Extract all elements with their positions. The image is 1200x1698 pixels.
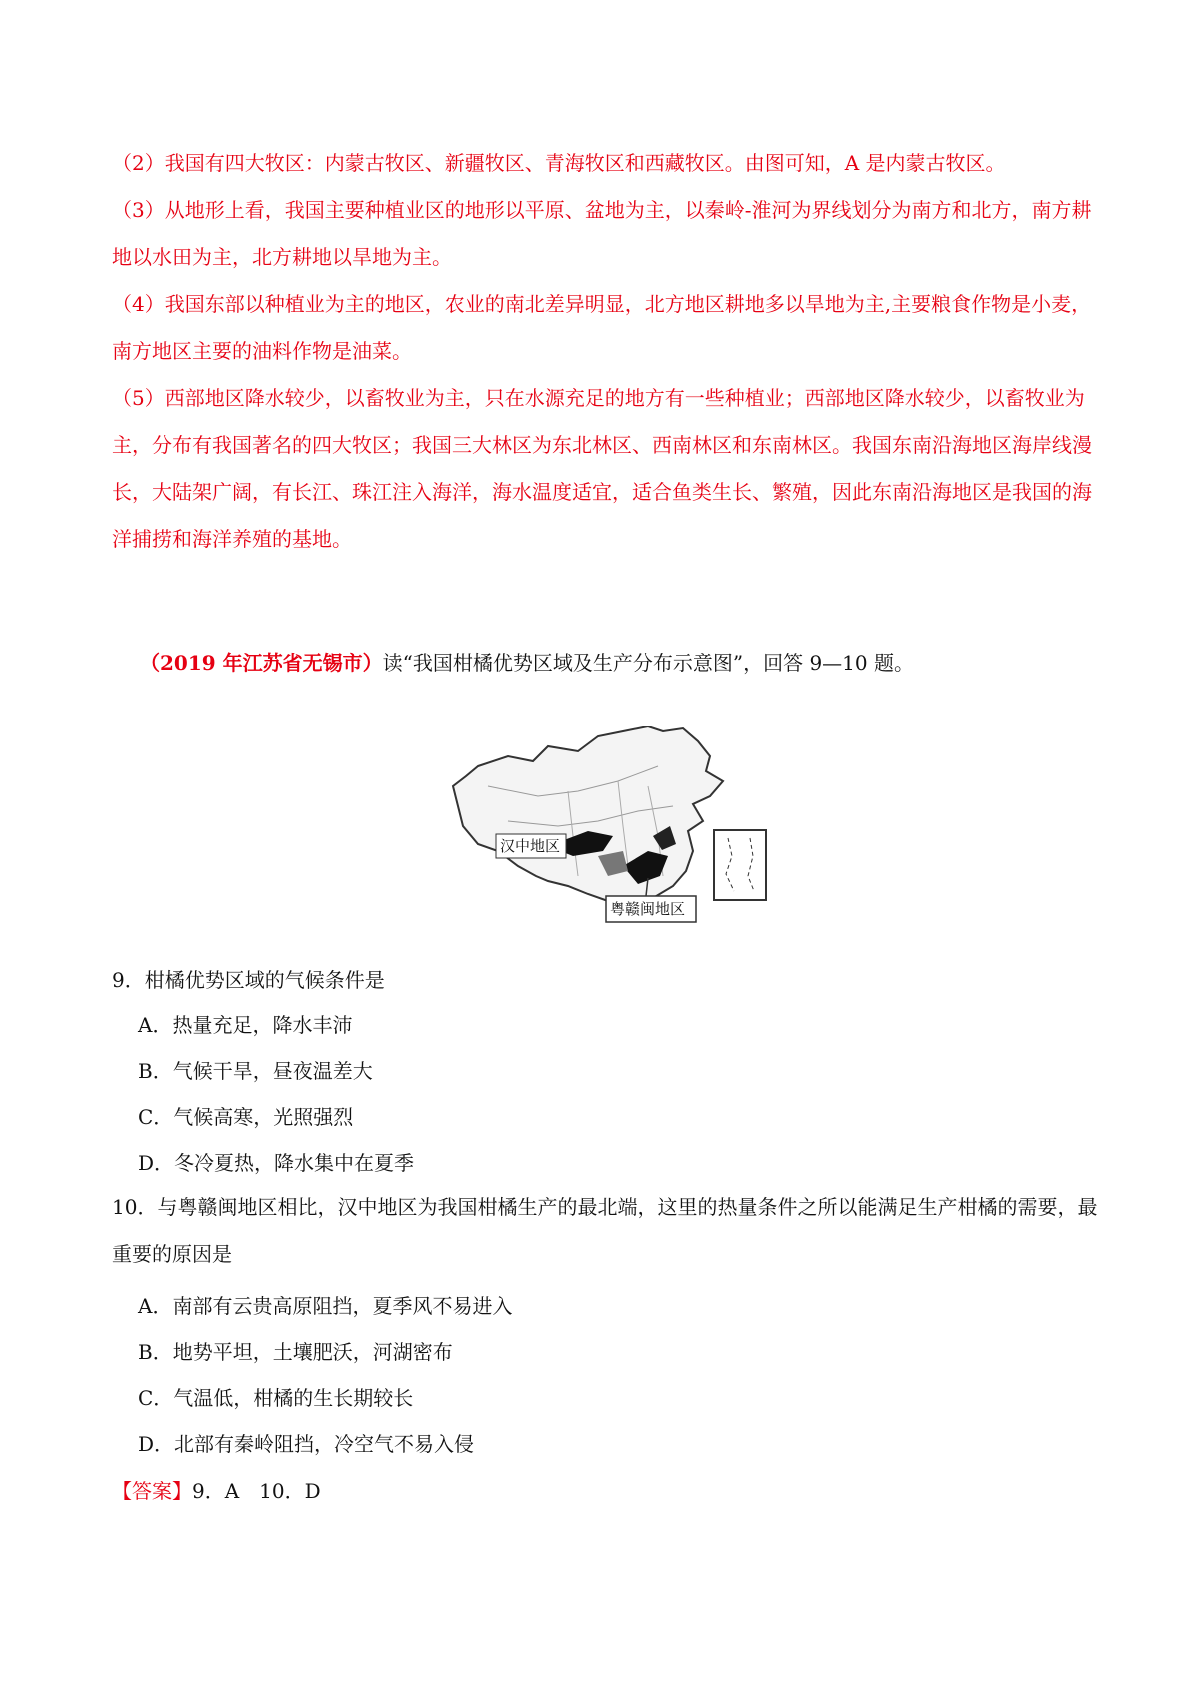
explanation-4: （4）我国东部以种植业为主的地区，农业的南北差异明显，北方地区耕地多以旱地为主,主要粮食作物是小麦，南方地区主要的油料作物是油菜。	[112, 292, 1092, 363]
china-citrus-map	[448, 726, 788, 956]
question-9-option-a: A．热量充足，降水丰沛	[138, 1013, 353, 1037]
question-10-option-d: D．北部有秦岭阻挡，冷空气不易入侵	[138, 1432, 475, 1456]
answer-text: 9．A 10．D	[192, 1479, 321, 1503]
answer-label: 【答案】	[112, 1479, 192, 1503]
question-10-option-a: A．南部有云贵高原阻挡，夏季风不易进入	[138, 1294, 513, 1318]
question-source: （2019 年江苏省无锡市）	[140, 651, 383, 675]
answer-line	[112, 1476, 321, 1506]
question-10-option-c: C．气温低，柑橘的生长期较长	[138, 1386, 414, 1410]
question-10-stem: 10．与粤赣闽地区相比，汉中地区为我国柑橘生产的最北端，这里的热量条件之所以能满足生产柑橘的需要，最重要的原因是	[112, 1195, 1098, 1266]
question-10-option-b: B．地势平坦，土壤肥沃，河湖密布	[138, 1340, 453, 1364]
question-9-stem: 9．柑橘优势区域的气候条件是	[112, 968, 385, 992]
explanation-3: （3）从地形上看，我国主要种植业区的地形以平原、盆地为主，以秦岭-淮河为界线划分为南方和北方，南方耕地以水田为主，北方耕地以旱地为主。	[112, 198, 1092, 269]
explanation-2: （2）我国有四大牧区：内蒙古牧区、新疆牧区、青海牧区和西藏牧区。由图可知，A 是内蒙古牧区。	[112, 151, 1006, 175]
explanation-5: （5）西部地区降水较少，以畜牧业为主，只在水源充足的地方有一些种植业；西部地区降水较少，以畜牧业为主，分布有我国著名的四大牧区；我国三大林区为东北林区、西南林区和东南林区。我国东南沿海地区海岸线漫长，大陆架广阔，有长江、珠江注入海洋，海水温度适宜，适合鱼类生长、繁殖，因此东南沿海地区是我国的海洋捕捞和海洋养殖的基地。	[112, 386, 1092, 551]
question-9-option-d: D．冬冷夏热，降水集中在夏季	[138, 1151, 415, 1175]
question-intro-text: 读“我国柑橘优势区域及生产分布示意图”，回答 9—10 题。	[382, 651, 914, 675]
question-9-option-c: C．气候高寒，光照强烈	[138, 1105, 354, 1129]
map-label-yuegan: 粤赣闽地区	[610, 900, 686, 918]
china-outline	[453, 726, 723, 904]
china-map-graphic	[448, 726, 788, 956]
question-intro	[140, 648, 914, 678]
south-china-sea-inset	[714, 830, 766, 900]
question-9-option-b: B．气候干旱，昼夜温差大	[138, 1059, 373, 1083]
map-label-hanzhong: 汉中地区	[500, 837, 561, 855]
